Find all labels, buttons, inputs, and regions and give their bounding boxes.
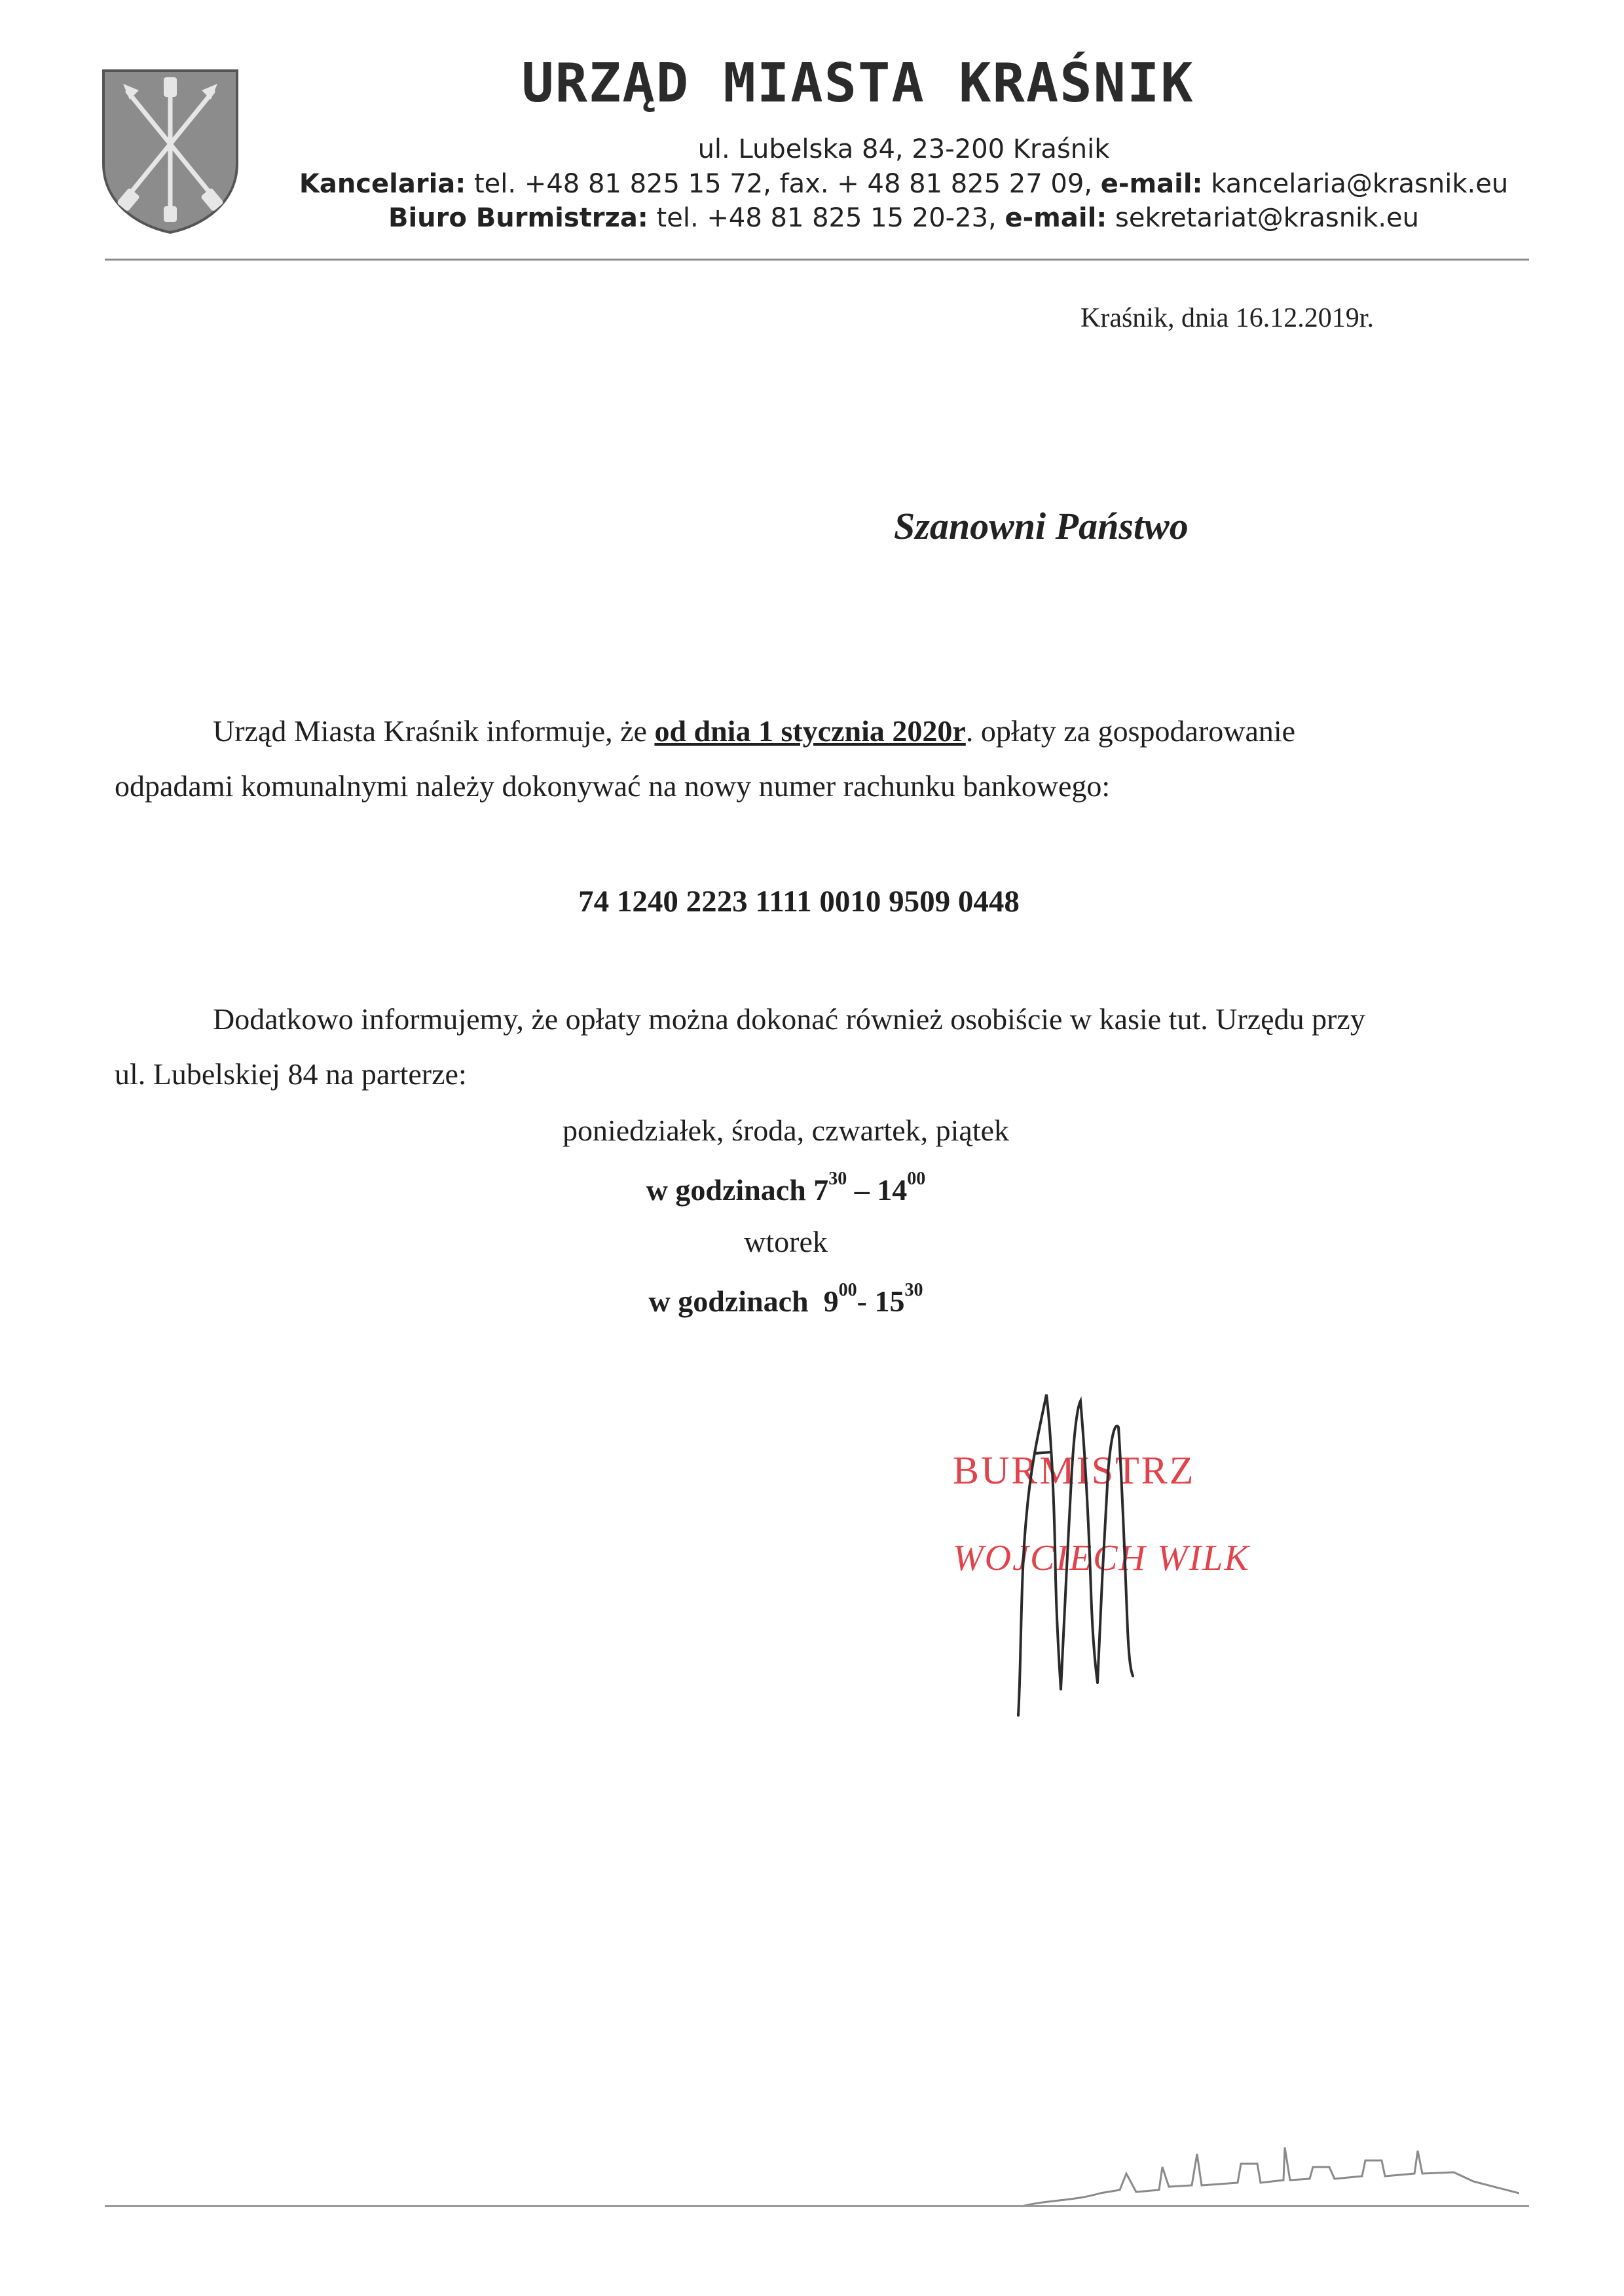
- office-name-heading: URZĄD MIASTA KRAŚNIK: [521, 52, 1194, 115]
- kancelaria-contact: [275, 169, 1532, 199]
- hours-line-1: w godzinach $7^{30} - 14^{00}$: [646, 1169, 926, 1207]
- paragraph2-line1: Dodatkowo informujemy, że opłaty można dokonać również osobiście w kasie tut. Urzędu przy: [213, 1002, 1365, 1036]
- footer-divider: [105, 2205, 1529, 2207]
- bank-account-number: 74 1240 2223 1111 0010 9509 0448: [578, 884, 1020, 919]
- kancelaria-phone-fax: tel. +48 81 825 15 72, fax. + 48 81 825 27 09,: [473, 169, 1093, 199]
- biuro-label: Biuro Burmistrza:: [388, 203, 648, 233]
- biuro-email-label: e-mail:: [1005, 203, 1107, 233]
- kancelaria-email-link[interactable]: kancelaria@krasnik.eu: [1211, 169, 1509, 199]
- paragraph-new-account: [115, 704, 1473, 814]
- biuro-email-link[interactable]: sekretariat@krasnik.eu: [1115, 203, 1420, 233]
- biuro-phone: tel. +48 81 825 15 20-23,: [656, 203, 997, 233]
- biuro-contact: [275, 203, 1532, 233]
- stamp-name: WOJCIECH WILK: [953, 1538, 1250, 1578]
- paragraph2-line2: ul. Lubelskiej 84 na parterze:: [115, 1057, 467, 1091]
- letter-date: Kraśnik, dnia 16.12.2019r.: [1080, 303, 1374, 333]
- city-skyline-decoration: [1022, 2128, 1519, 2213]
- office-address: ul. Lubelska 84, 23-200 Kraśnik: [697, 134, 1110, 164]
- days-tuesday: wtorek: [744, 1225, 828, 1258]
- effective-date-emphasis: od dnia 1 stycznia 2020r: [654, 714, 966, 748]
- hours-line-2: w godzinach $9^{00}-$ $15^{30}$: [648, 1280, 923, 1318]
- header-divider: [105, 259, 1529, 261]
- paragraph1-line2: odpadami komunalnymi należy dokonywać na nowy numer rachunku bankowego:: [115, 769, 1111, 803]
- kancelaria-email-label: e-mail:: [1100, 169, 1203, 199]
- handwritten-signature: [943, 1381, 1179, 1722]
- greeting: Szanowni Państwo: [894, 505, 1189, 547]
- days-mon-wed-thu-fri: poniedziałek, środa, czwartek, piątek: [562, 1114, 1010, 1147]
- paragraph-cash-desk: [115, 992, 1473, 1102]
- paragraph1-line1: Urząd Miasta Kraśnik informuje, że od dnia 1 stycznia 2020r. opłaty za gospodarowanie: [213, 714, 1296, 748]
- city-crest-logo: [98, 65, 242, 236]
- kancelaria-label: Kancelaria:: [299, 169, 466, 199]
- stamp-title: BURMISTRZ: [953, 1449, 1196, 1492]
